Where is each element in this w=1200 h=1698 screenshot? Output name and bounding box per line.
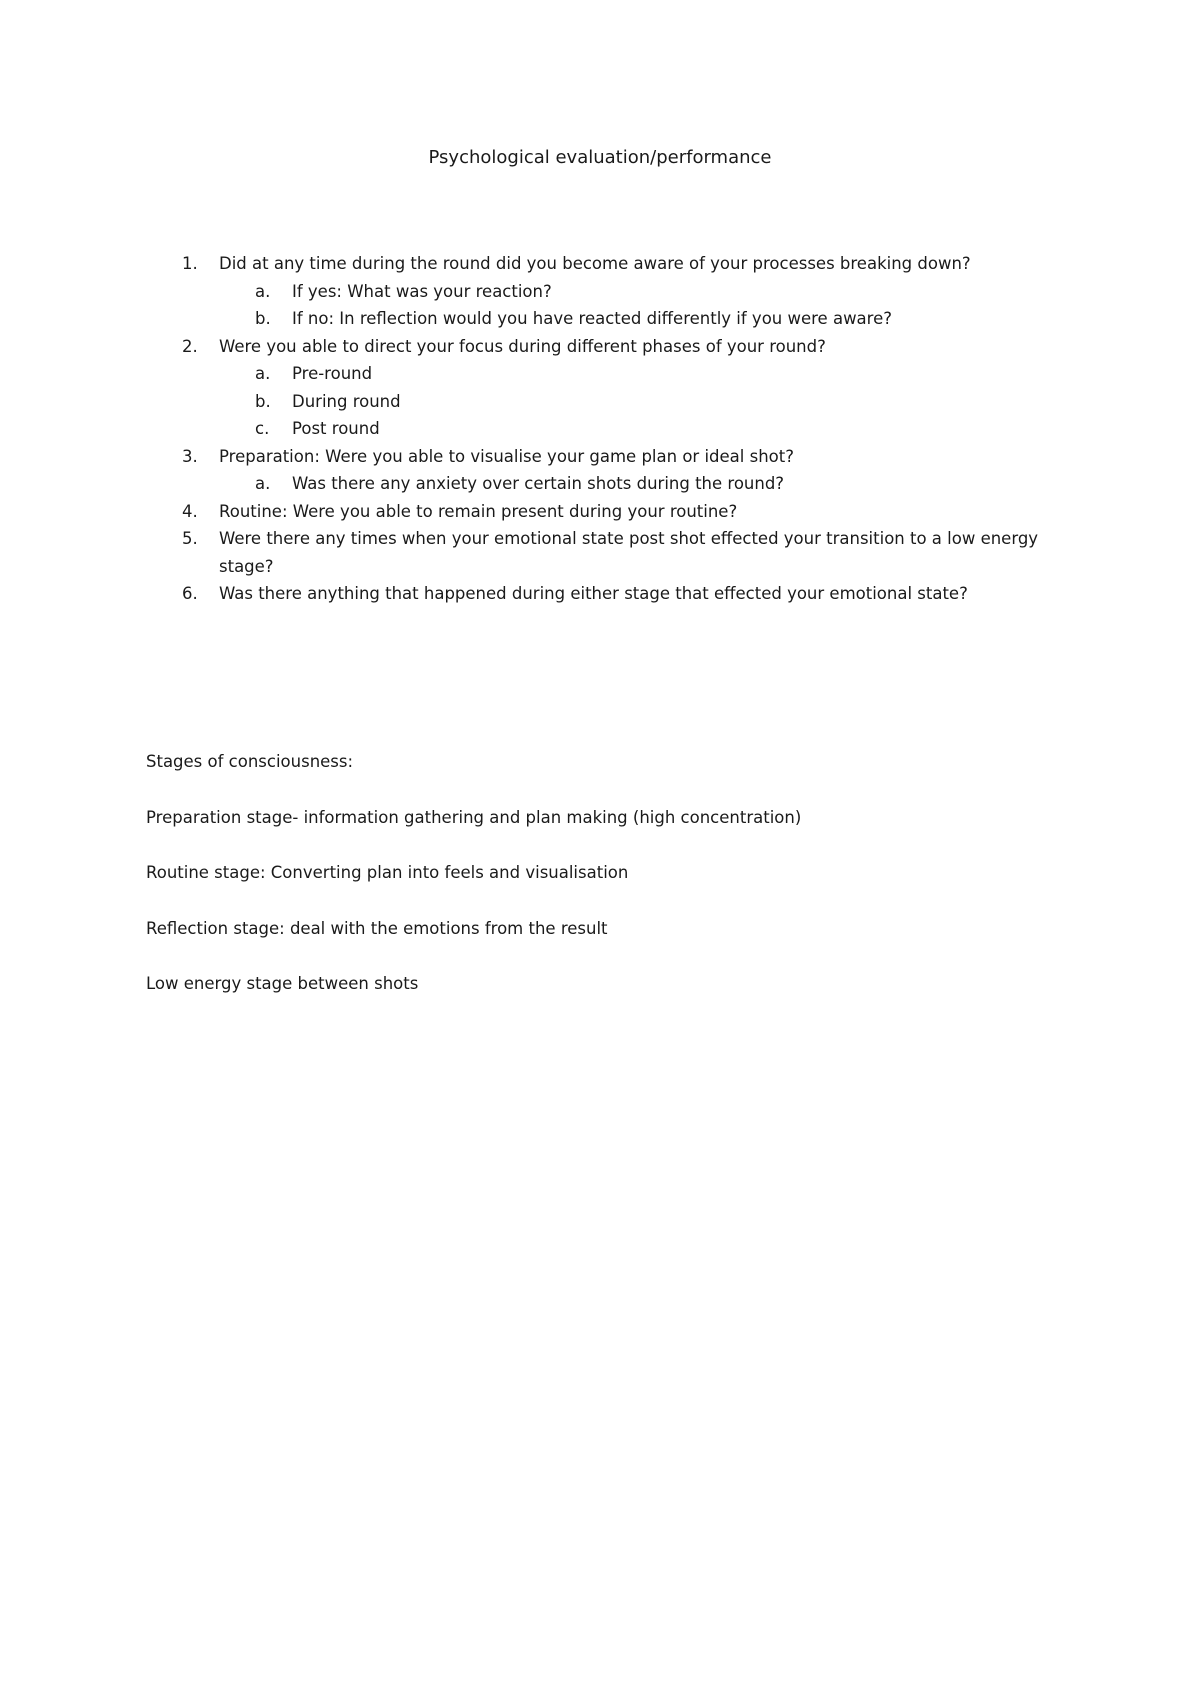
- stage-item: Preparation stage- information gathering and plan making (high concentration): [146, 807, 802, 827]
- question-item: [146, 580, 1046, 608]
- sub-question-letter: a.: [255, 364, 271, 383]
- sub-question-text: If no: In reflection would you have reacted differently if you were aware?: [292, 309, 893, 328]
- stage-item: Low energy stage between shots: [146, 974, 419, 993]
- question-number: 6.: [182, 584, 198, 603]
- question-text: Was there anything that happened during either stage that effected your emotional state?: [219, 584, 968, 603]
- question-number: 4.: [182, 501, 198, 521]
- sub-question-item: [146, 470, 1046, 498]
- question-text: Did at any time during the round did you become aware of your processes breaking down?: [219, 254, 971, 273]
- question-text: Routine: Were you able to remain present during your routine?: [219, 501, 738, 521]
- document-title: Psychological evaluation/performance: [428, 147, 772, 168]
- sub-question-letter: a.: [255, 281, 271, 301]
- question-item: [146, 333, 1046, 361]
- sub-question-text: If yes: What was your reaction?: [292, 281, 552, 301]
- question-number: 1.: [182, 254, 198, 273]
- question-number: 5.: [182, 529, 198, 548]
- stage-item: Routine stage: Converting plan into feels and visualisation: [146, 863, 629, 882]
- question-item: [146, 250, 1046, 278]
- question-text: Preparation: Were you able to visualise your game plan or ideal shot?: [219, 446, 794, 466]
- sub-question-item: [146, 360, 1046, 388]
- sub-question-text: Post round: [292, 419, 380, 438]
- stages-heading: Stages of consciousness:: [146, 752, 354, 771]
- question-text: Were you able to direct your focus during different phases of your round?: [219, 336, 826, 356]
- sub-question-letter: b.: [255, 309, 271, 328]
- sub-question-item: [146, 415, 1046, 443]
- question-text: Were there any times when your emotional state post shot effected your transition to a low energy stage?: [219, 529, 1039, 576]
- stage-item: Reflection stage: deal with the emotions from the result: [146, 918, 608, 938]
- question-item: [146, 498, 1046, 526]
- sub-question-item: [146, 305, 1046, 333]
- question-number: 2.: [182, 336, 198, 356]
- sub-question-text: Pre-round: [292, 364, 373, 383]
- sub-question-item: [146, 278, 1046, 306]
- stages-section: [146, 748, 1046, 1026]
- sub-question-letter: c.: [255, 419, 270, 438]
- sub-question-text: Was there any anxiety over certain shots during the round?: [292, 474, 785, 493]
- question-item: [146, 525, 1046, 580]
- sub-question-letter: b.: [255, 391, 271, 411]
- question-number: 3.: [182, 446, 198, 466]
- sub-question-item: [146, 388, 1046, 416]
- question-list: [146, 250, 1046, 608]
- sub-question-letter: a.: [255, 474, 271, 493]
- question-item: [146, 443, 1046, 471]
- sub-question-text: During round: [292, 391, 401, 411]
